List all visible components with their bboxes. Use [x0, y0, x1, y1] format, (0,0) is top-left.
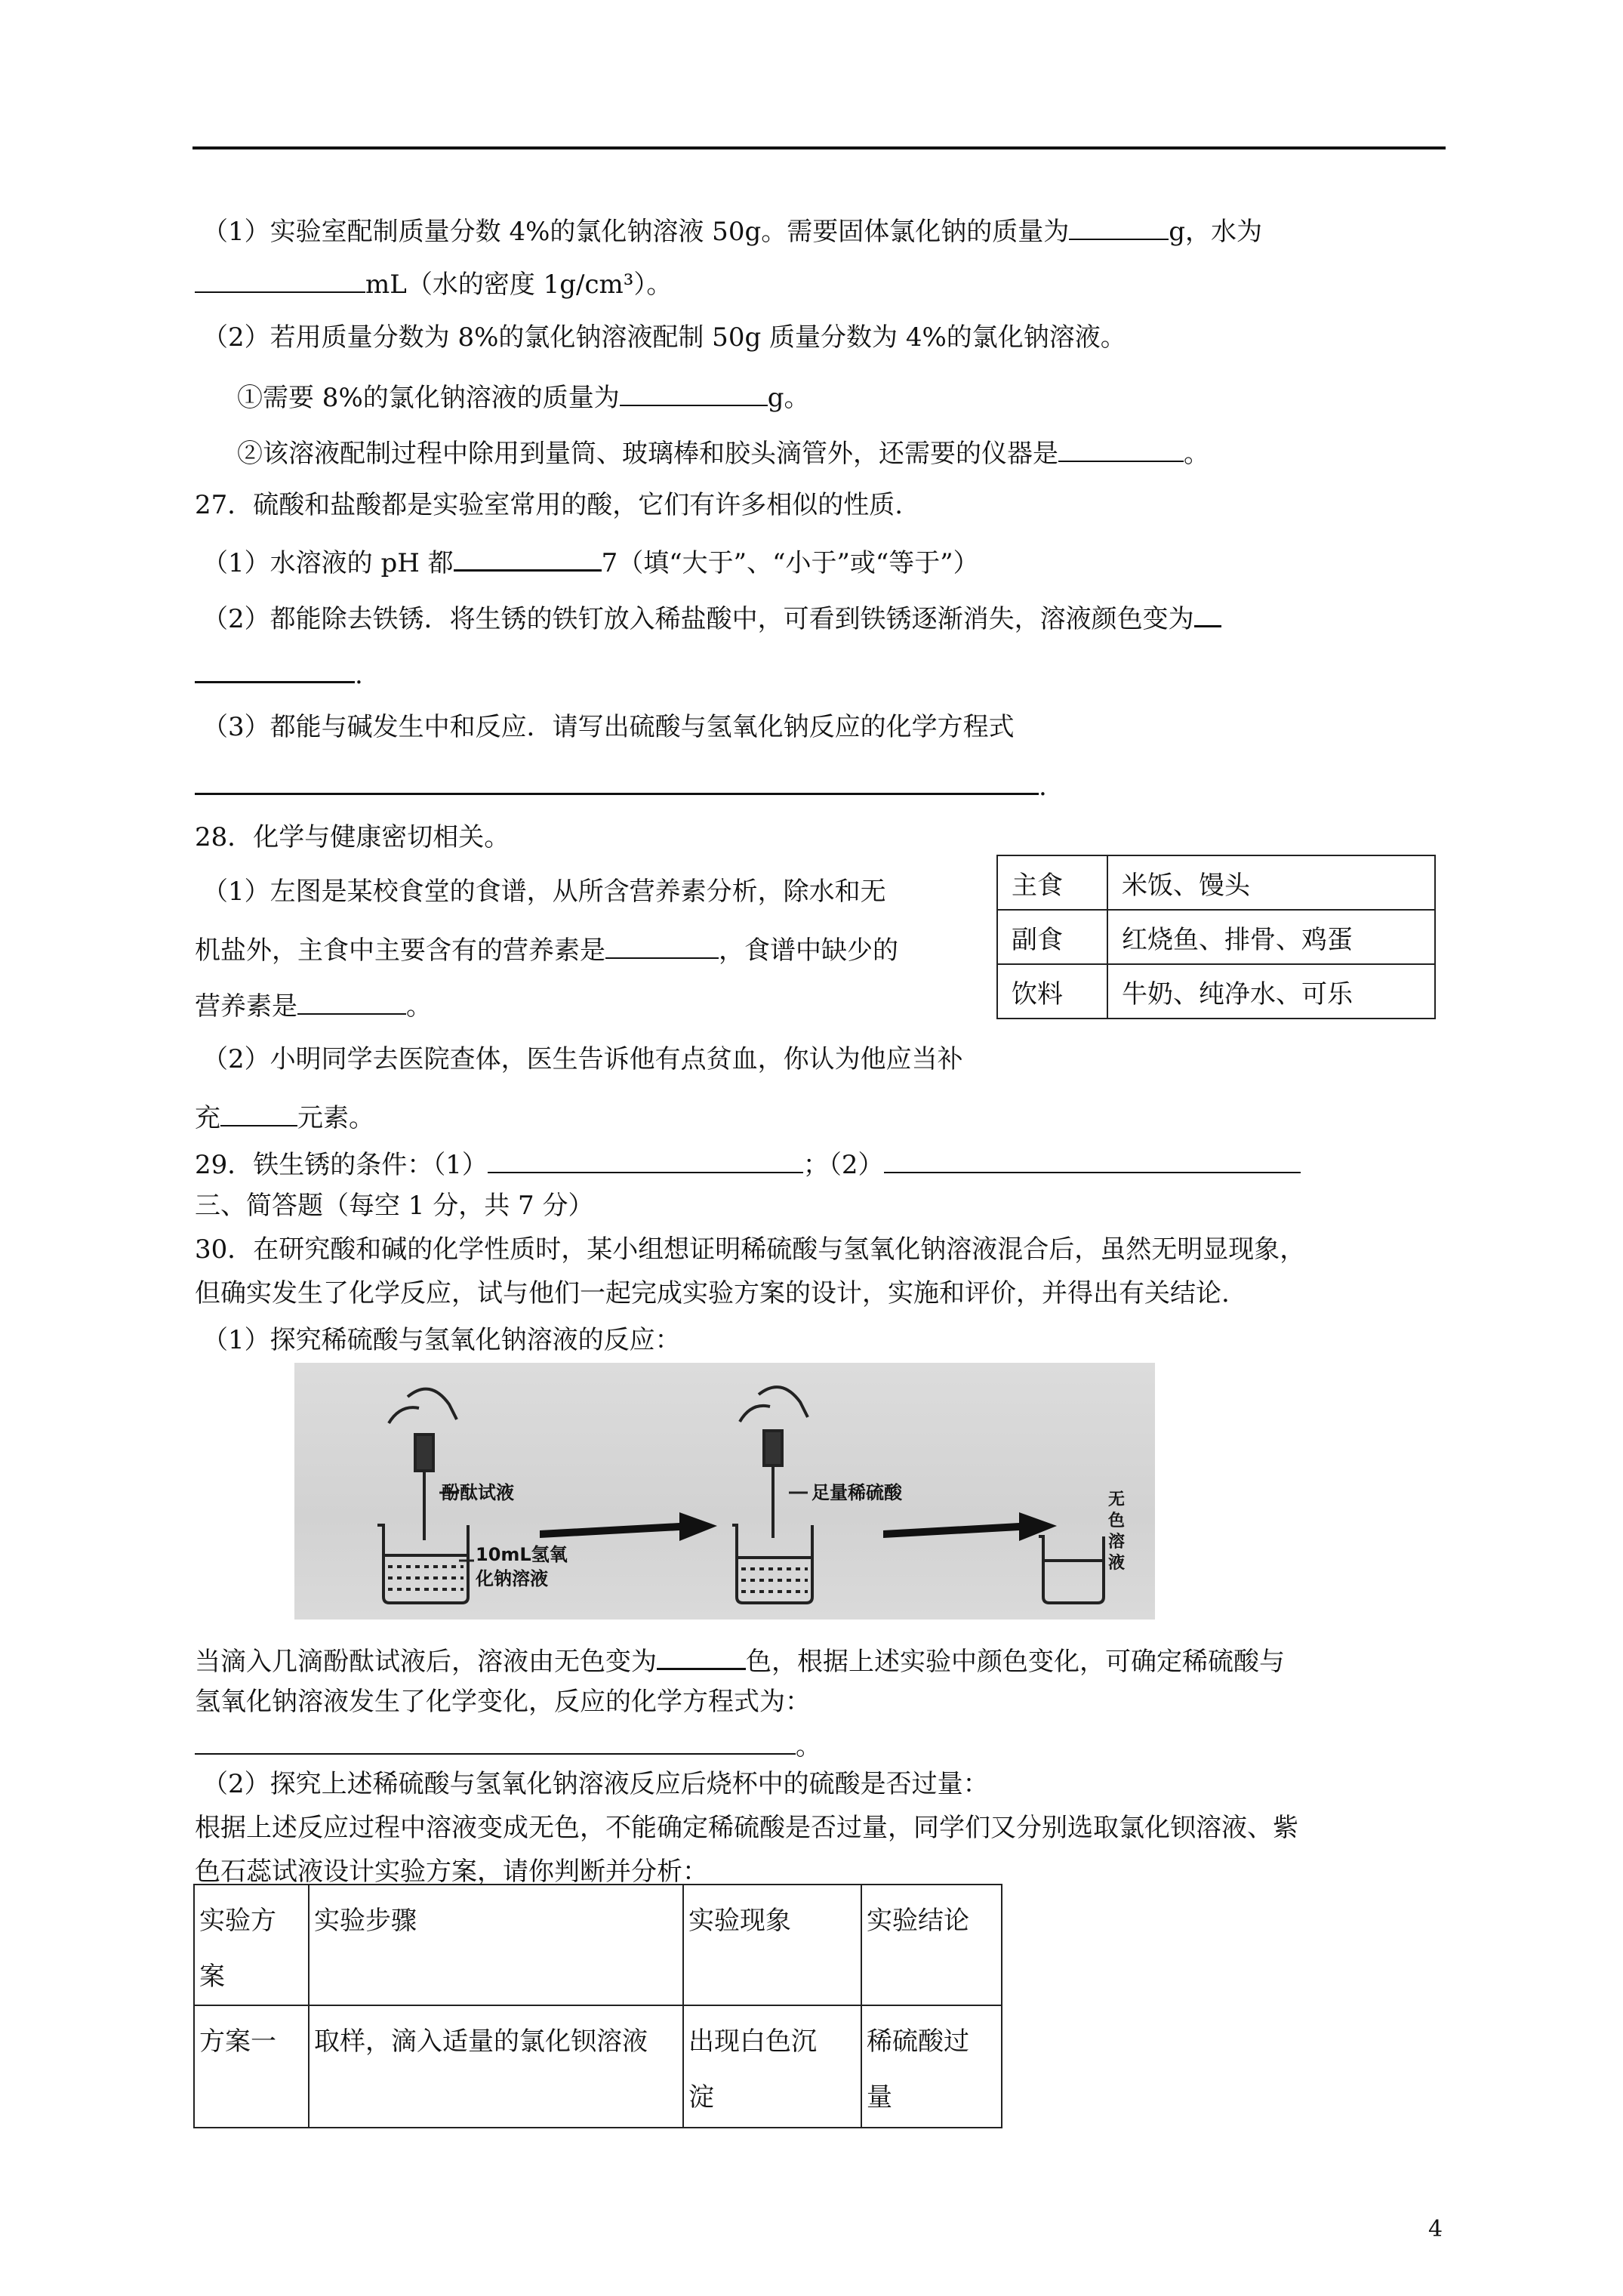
- answer-blank[interactable]: [297, 988, 406, 1015]
- q27-part1: [202, 544, 979, 579]
- experiment-figure: [294, 1363, 1155, 1620]
- cell-plan-name: 方案一: [194, 2005, 309, 2128]
- table-row: [194, 2005, 1002, 2128]
- cell-phenomenon: [683, 2005, 861, 2128]
- q26-part2-2-text: ②该溶液配制过程中除用到量筒、玻璃棒和胶头滴管外，还需要的仪器是: [237, 439, 1058, 469]
- menu-key: 副食: [997, 910, 1107, 964]
- q28-part1-line1: （1）左图是某校食堂的食谱，从所含营养素分析，除水和无: [202, 877, 886, 907]
- answer-blank[interactable]: [195, 1727, 796, 1755]
- q30-after-end: 。: [796, 1731, 821, 1761]
- menu-value: 红烧鱼、排骨、鸡蛋: [1107, 910, 1435, 964]
- q26-part2: （2）若用质量分数为 8%的氯化钠溶液配制 50g 质量分数为 4%的氯化钠溶液。: [202, 322, 1126, 353]
- q28-part1-text: 机盐外，主食中主要含有的营养素是: [195, 935, 605, 966]
- q30-part2-line2: 色石蕊试液设计实验方案，请你判断并分析：: [195, 1857, 708, 1887]
- answer-blank[interactable]: [454, 544, 602, 572]
- q28-part1-text3: 营养素是: [195, 991, 297, 1022]
- beaker-icon: [1039, 1536, 1104, 1603]
- cell-steps: 取样，滴入适量的氯化钡溶液: [309, 2005, 683, 2128]
- q30-part2-line1: 根据上述反应过程中溶液变成无色，不能确定稀硫酸是否过量，同学们又分别选取氯化钡溶液、紫: [195, 1813, 1298, 1843]
- q29-text: 29．铁生锈的条件：（1）: [195, 1150, 488, 1180]
- experiment-diagram: [294, 1363, 1155, 1620]
- q28-part2-text: 充: [195, 1103, 220, 1133]
- q29-text2: ；（2）: [802, 1150, 884, 1180]
- figure-label-colorless-2: 色: [1108, 1512, 1126, 1530]
- header-cell-phenomenon: 实验现象: [683, 1885, 861, 2005]
- answer-blank[interactable]: [220, 1099, 297, 1126]
- q27-part1-text: （1）水溶液的 pH 都: [202, 548, 454, 578]
- q28-part1-text4: 。: [406, 991, 432, 1022]
- cell-text: 出现白色沉: [688, 2026, 817, 2057]
- answer-blank[interactable]: [620, 379, 768, 406]
- figure-label-colorless-4: 液: [1108, 1554, 1126, 1573]
- q27-part2: [202, 599, 1221, 635]
- q30-after-text2: 色，根据上述实验中颜色变化，可确定稀硫酸与: [746, 1647, 1285, 1677]
- section-3-heading: 三、简答题（每空 1 分，共 7 分）: [195, 1191, 594, 1221]
- q26-part1-text3: mL（水的密度 1g/cm³）。: [365, 270, 673, 300]
- header-rule: [192, 146, 1446, 149]
- q30-stem-line2: 但确实发生了化学反应，试与他们一起完成实验方案的设计，实施和评价，并得出有关结论.: [195, 1278, 1230, 1308]
- q30-part1: （1）探究稀硫酸与氢氧化钠溶液的反应：: [202, 1325, 681, 1355]
- q26-part1-text: （1）实验室配制质量分数 4%的氯化钠溶液 50g。需要固体氯化钠的质量为: [202, 217, 1070, 247]
- q27-part3-line2: [195, 767, 1047, 803]
- q27-part3: （3）都能与碱发生中和反应．请写出硫酸与氢氧化钠反应的化学方程式: [202, 712, 1015, 742]
- figure-label-colorless-3: 溶: [1108, 1533, 1126, 1552]
- figure-label-h2so4: 足量稀硫酸: [812, 1482, 902, 1503]
- menu-key: 饮料: [997, 964, 1107, 1019]
- header-text: 实验方: [199, 1906, 276, 1936]
- q28-part2-line2: [195, 1099, 374, 1134]
- q28-stem: 28．化学与健康密切相关。: [195, 822, 510, 852]
- q30-after-line1: [195, 1642, 1285, 1678]
- header-text: 案: [199, 1962, 225, 1992]
- answer-blank[interactable]: [1194, 599, 1221, 627]
- q27-part3-end: .: [1039, 772, 1047, 802]
- q29: [195, 1146, 1301, 1181]
- q26-part2-1: [237, 379, 810, 414]
- q30-after-line3: [195, 1727, 821, 1762]
- table-row: [997, 964, 1435, 1019]
- figure-label-colorless-1: 无: [1108, 1490, 1126, 1509]
- answer-blank[interactable]: [195, 767, 1039, 795]
- q26-part1-text2: g，水为: [1169, 217, 1262, 247]
- table-header-row: [194, 1885, 1002, 2005]
- answer-blank[interactable]: [488, 1146, 803, 1173]
- q27-part2-end: .: [355, 660, 363, 690]
- q28-part1-text2: ，食谱中缺少的: [719, 935, 898, 966]
- q26-part2-2-text2: 。: [1184, 439, 1209, 469]
- page-number: 4: [1428, 2216, 1443, 2242]
- q26-part2-1-text2: g。: [767, 383, 810, 413]
- table-row: [997, 910, 1435, 964]
- answer-blank[interactable]: [605, 932, 719, 959]
- header-cell-steps: 实验步骤: [309, 1885, 683, 2005]
- header-cell-conclusion: 实验结论: [861, 1885, 1002, 2005]
- figure-label-naoh-2: 化钠溶液: [476, 1568, 548, 1589]
- cell-text: 稀硫酸过: [867, 2026, 969, 2057]
- experiment-plan-table: [193, 1884, 1002, 2128]
- table-row: [997, 855, 1435, 910]
- cell-text: 量: [867, 2082, 892, 2113]
- answer-blank[interactable]: [1058, 435, 1184, 462]
- cell-text: 淀: [688, 2082, 714, 2113]
- menu-value: 牛奶、纯净水、可乐: [1107, 964, 1435, 1019]
- answer-blank[interactable]: [195, 655, 355, 683]
- menu-value: 米饭、馒头: [1107, 855, 1435, 910]
- figure-label-naoh-1: 10mL氢氧: [476, 1544, 568, 1565]
- arrow-icon: [540, 1512, 717, 1541]
- q30-stem-line1: 30．在研究酸和碱的化学性质时，某小组想证明稀硫酸与氢氧化钠溶液混合后，虽然无明显现象，: [195, 1234, 1306, 1265]
- q27-part1-text2: 7（填“大于”、“小于”或“等于”）: [601, 548, 979, 578]
- cell-conclusion: [861, 2005, 1002, 2128]
- q30-after-text: 当滴入几滴酚酞试液后，溶液由无色变为: [195, 1647, 657, 1677]
- q26-part2-1-text: ①需要 8%的氯化钠溶液的质量为: [237, 383, 620, 413]
- menu-key: 主食: [997, 855, 1107, 910]
- q30-after-line2: 氢氧化钠溶液发生了化学变化，反应的化学方程式为：: [195, 1687, 811, 1717]
- arrow-icon: [883, 1512, 1057, 1541]
- q26-part2-2: [237, 435, 1209, 470]
- q27-part2-line2: [195, 655, 363, 691]
- answer-blank[interactable]: [1069, 213, 1169, 240]
- q30-part2: （2）探究上述稀硫酸与氢氧化钠溶液反应后烧杯中的硫酸是否过量：: [202, 1769, 989, 1799]
- answer-blank[interactable]: [884, 1146, 1301, 1173]
- q28-part1-line3: [195, 988, 432, 1022]
- dropper-icon: [389, 1389, 457, 1540]
- q27-stem: 27．硫酸和盐酸都是实验室常用的酸，它们有许多相似的性质.: [195, 490, 904, 520]
- q28-part2-text2: 元素。: [297, 1103, 374, 1133]
- dropper-icon: [740, 1387, 808, 1538]
- q28-part2-line1: （2）小明同学去医院查体，医生告诉他有点贫血，你认为他应当补: [202, 1044, 963, 1074]
- q28-part1-line2: [195, 932, 898, 966]
- answer-blank[interactable]: [657, 1642, 746, 1670]
- q26-part1-line1: [202, 213, 1262, 248]
- figure-label-phenolphthalein: 酚酞试液: [442, 1482, 514, 1503]
- answer-blank[interactable]: [195, 266, 365, 293]
- q26-part1-line2: [195, 266, 672, 300]
- q27-part2-text: （2）都能除去铁锈．将生锈的铁钉放入稀盐酸中，可看到铁锈逐渐消失，溶液颜色变为: [202, 604, 1194, 634]
- header-cell-plan: [194, 1885, 309, 2005]
- menu-table: [996, 855, 1436, 1019]
